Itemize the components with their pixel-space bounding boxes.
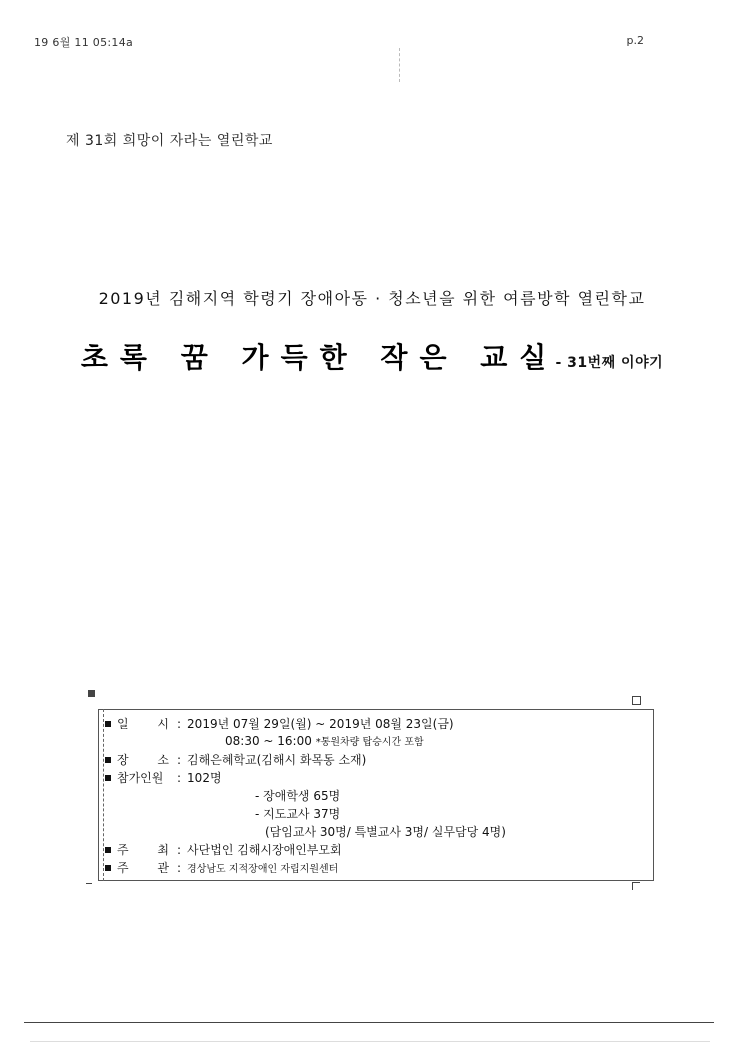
corner-mark-bottom-right	[632, 882, 640, 890]
organizer-value: 경상남도 지적장애인 자립지원센터	[187, 864, 339, 875]
subtitle: 2019년 김해지역 학령기 장애아동 · 청소년을 위한 여름방학 열린학교	[98, 289, 646, 308]
fax-page-number: p.2	[626, 34, 644, 47]
participants-total: 102명	[187, 771, 222, 785]
host-value: 사단법인 김해시장애인부모회	[187, 843, 342, 857]
participants-students: - 장애학생 65명	[255, 789, 341, 803]
scan-artifact	[399, 48, 401, 82]
participants-teacher-breakdown: (담임교사 30명/ 특별교사 3명/ 실무담당 4명)	[265, 825, 506, 839]
schedule-time-note: *통원차량 탑승시간 포함	[315, 737, 424, 748]
corner-mark-bottom-left	[86, 883, 92, 885]
organizer-row: 주 관 : 경상남도 지적장애인 자립지원센터	[105, 859, 338, 876]
bullet-icon	[105, 847, 111, 853]
host-label: 주 최	[117, 843, 169, 857]
organizer-label: 주 관	[117, 861, 169, 875]
main-title-row	[0, 336, 744, 376]
bullet-icon	[105, 775, 111, 781]
corner-mark-top-left	[88, 690, 95, 697]
title-suffix: - 31번째 이야기	[555, 355, 664, 371]
schedule-time-row	[225, 733, 424, 748]
venue-row: 장 소 : 김해은혜학교(김해시 화목동 소재)	[105, 751, 366, 768]
bullet-icon	[105, 757, 111, 763]
participants-teachers: - 지도교사 37명	[255, 807, 341, 821]
venue-value: 김해은혜학교(김해시 화목동 소재)	[187, 753, 367, 767]
scan-artifact-line	[30, 1041, 710, 1042]
schedule-time: 08:30 ~ 16:00	[225, 734, 312, 748]
schedule-label: 일 시	[117, 717, 169, 731]
schedule-value: 2019년 07월 29일(월) ~ 2019년 08월 23일(금)	[187, 717, 454, 731]
schedule-row: 일 시 : 2019년 07월 29일(월) ~ 2019년 08월 23일(금)	[105, 715, 454, 732]
bullet-icon	[105, 721, 111, 727]
main-title: 초록 꿈 가득한 작은 교실	[80, 341, 559, 374]
participants-label: 참가인원	[117, 771, 164, 785]
corner-mark-top-right	[632, 696, 641, 705]
bullet-icon	[105, 865, 111, 871]
event-info-box	[98, 709, 654, 881]
host-row: 주 최 : 사단법인 김해시장애인부모회	[105, 841, 342, 858]
page-bottom-rule	[24, 1022, 714, 1023]
header-title: 제 31회 희망이 자라는 열린학교	[66, 133, 273, 149]
fax-timestamp: 19 6월 11 05:14a	[34, 36, 134, 49]
participants-row: 참가인원 : 102명	[105, 769, 222, 786]
venue-label: 장 소	[117, 753, 169, 767]
